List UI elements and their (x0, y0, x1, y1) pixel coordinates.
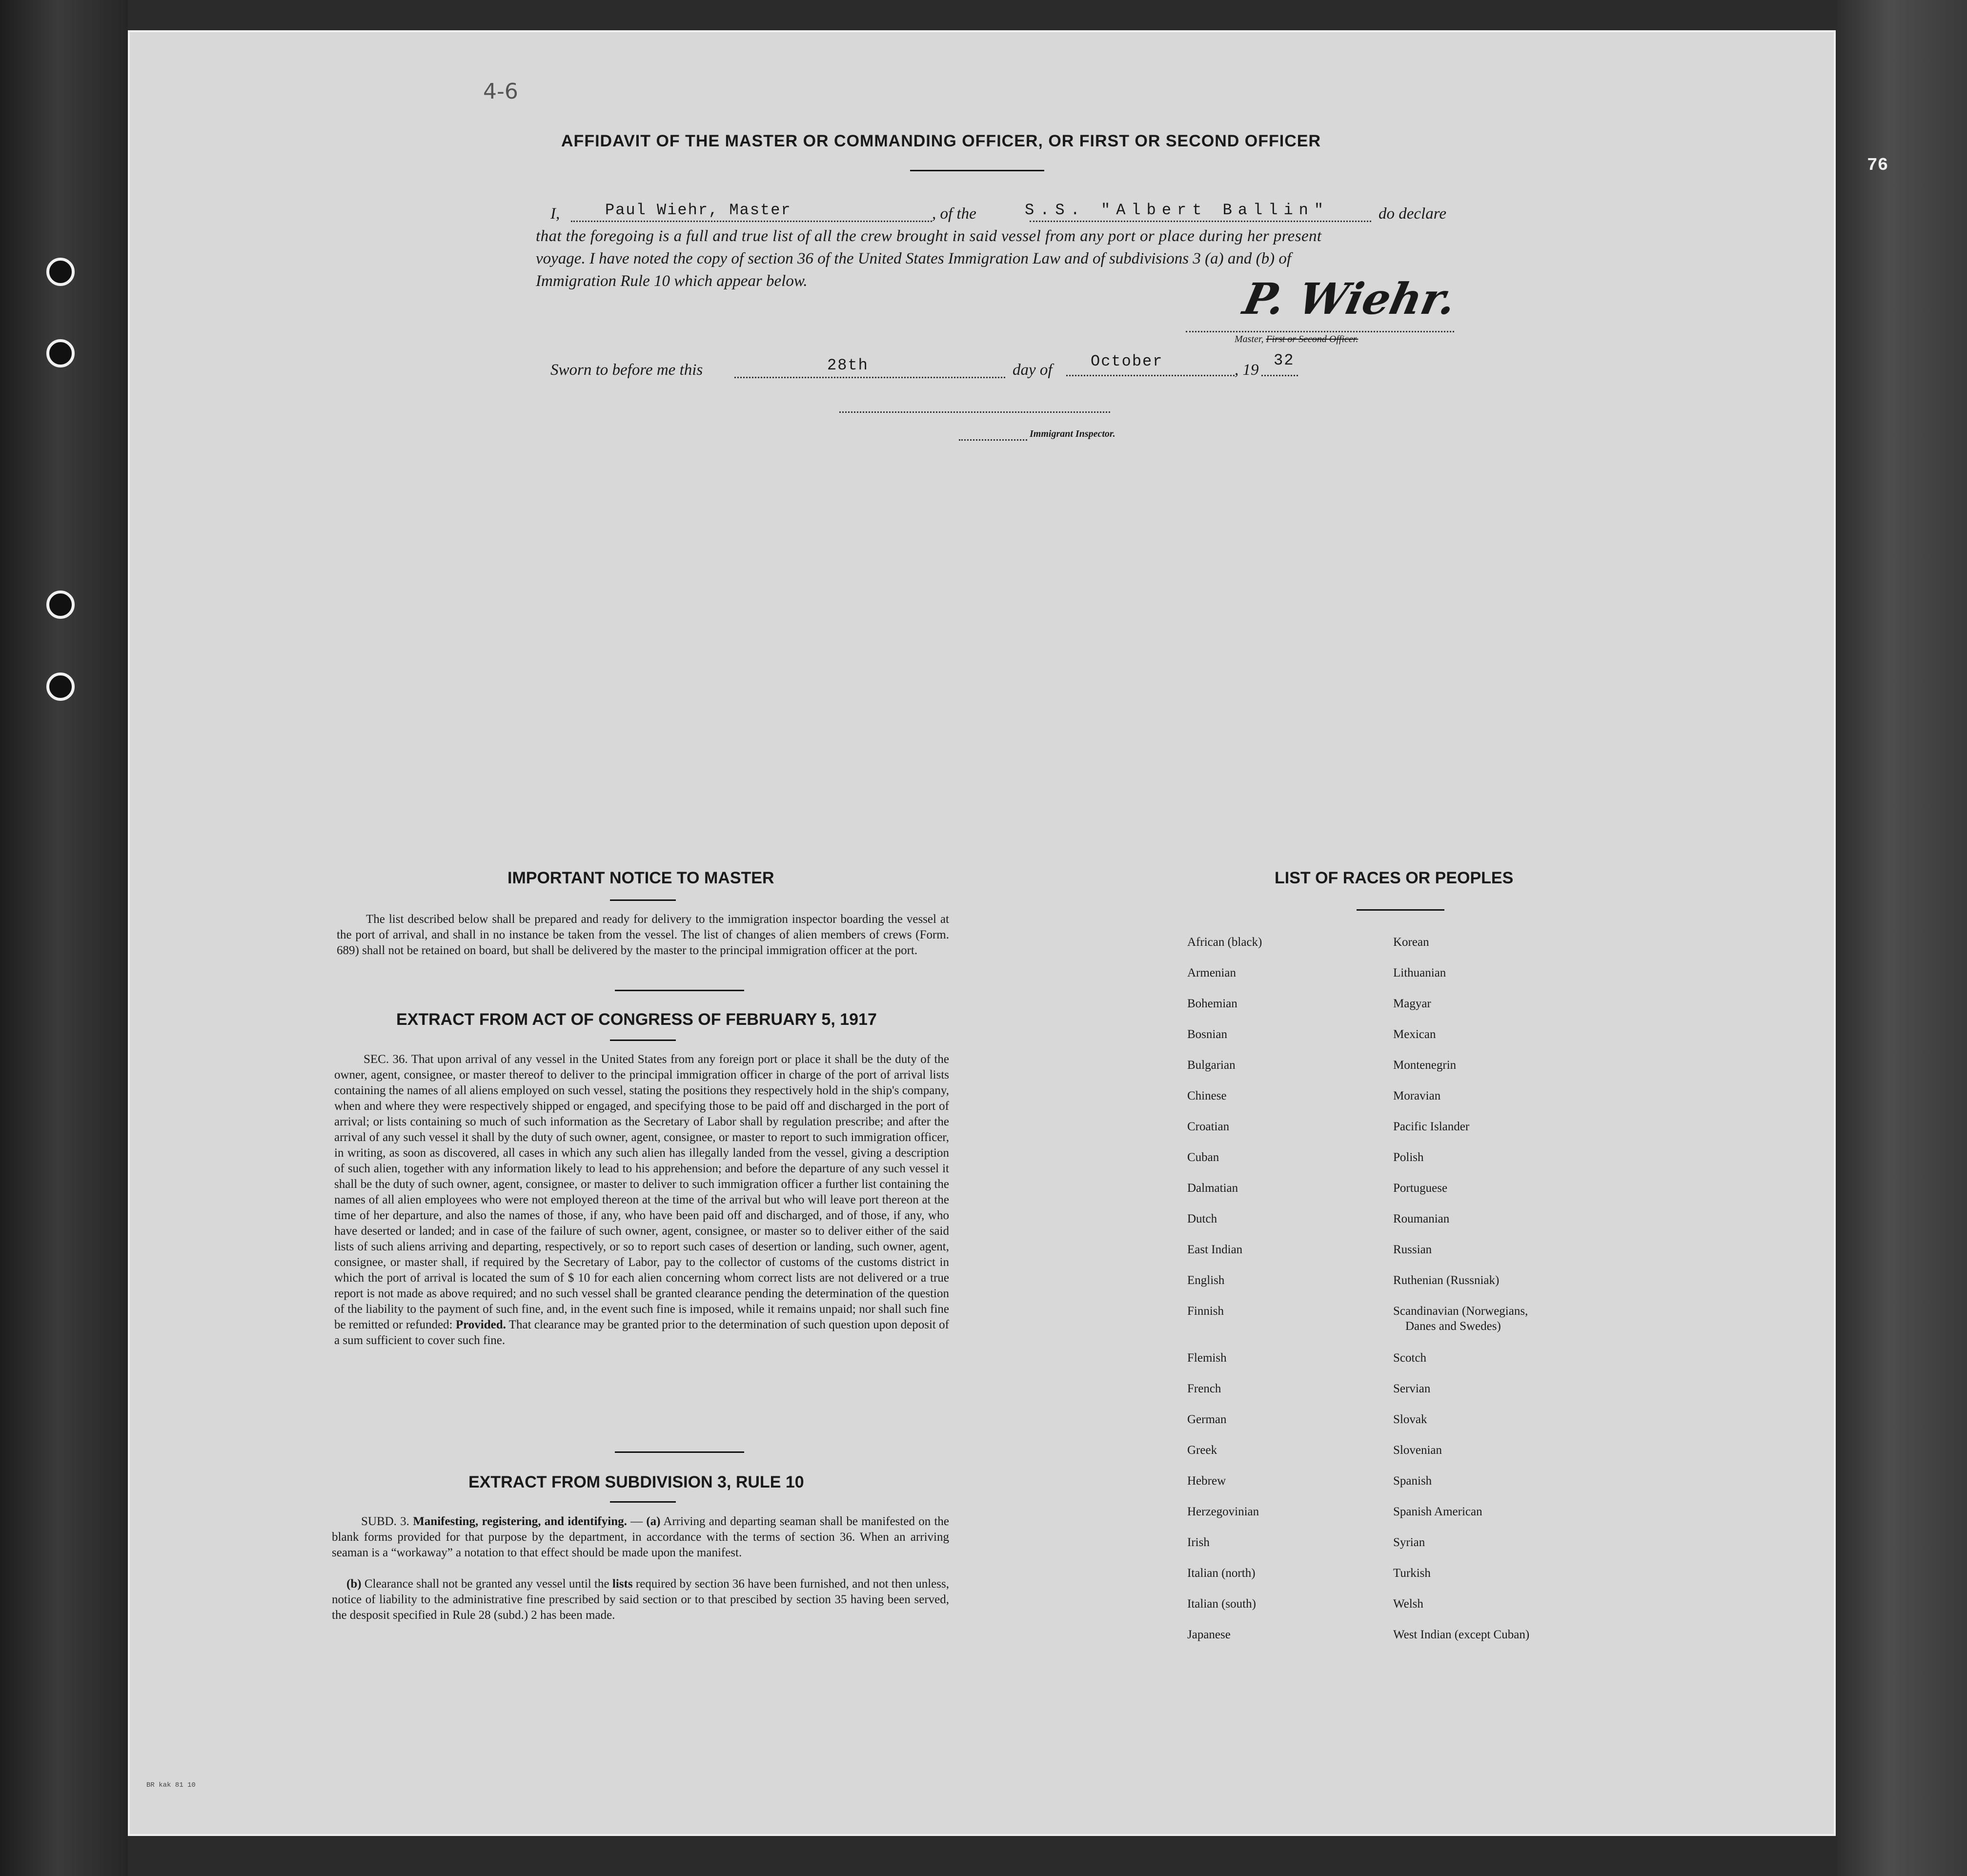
race-right-item: Korean (1393, 936, 1429, 949)
race-left-item: Croatian (1187, 1120, 1230, 1133)
race-right-item: Syrian (1393, 1536, 1425, 1549)
races-title: LIST OF RACES OR PEOPLES (1275, 869, 1514, 887)
rule-part-a: SUBD. 3. Manifesting, registering, and identifying. — (a) Arriving and departing seaman shall be manifested on the blank forms provided for that purpose by the department, in accordance with the terms of section 36. When an arriving seaman is a “workaway” a notation to that effect should be made upon the manifest. (332, 1515, 949, 1559)
affidavit-title: AFFIDAVIT OF THE MASTER OR COMMANDING OFFICER, OR FIRST OR SECOND OFFICER (561, 132, 1321, 150)
notice-divider (610, 899, 676, 901)
race-right-item: Spanish American (1393, 1505, 1482, 1518)
act-provided-bold: Provided. (455, 1318, 506, 1331)
race-right-item: Ruthenian (Russniak) (1393, 1274, 1500, 1287)
race-left-item: Armenian (1187, 966, 1236, 979)
inspector-line-short (959, 439, 1027, 441)
subd-heading: Manifesting, registering, and identifying. (413, 1515, 627, 1528)
act-body-text: SEC. 36. That upon arrival of any vessel in the United States from any foreign port or place it shall be the duty of the owner, agent, consignee, or master thereof to deliver to the principal immigration officer in charge of the port of arrival lists containing the names of all aliens employed on such vessel, stating the positions they respectively hold in the ship's company, when and where they were respectively shipped or engaged, and specifying those to be paid off and discharged in the port of arrival; or lists containing so much of such information as the Secretary of Labor shall by regulation prescribe; and after the arrival of any such vessel it shall by the duty of such owner, agent, consignee, or master to report to such immigration officer, in writing, as soon as discovered, all cases in which any such alien has illegally landed from the vessel, giving a description of such alien, together with any information likely to lead to his apprehension; and before the departure of any such vessel it shall be the duty of such owner, agent, consignee, or master to deliver to such immigration officer a further list containing the names of all alien employees who were not employed thereon at the time of the arrival but who will leave port thereon at the time of her departure, and also the names of those, if any, who have been paid off and discharged, and of those, if any, who have deserted or landed; and in case of the failure of such owner, agent, consignee, or master so to deliver either of the said lists of such aliens arriving and departing, respectively, or so to report such cases of desertion or landing, such owner, agent, consignee, or master shall, if required by the Secretary of Labor, pay to the collector of customs of the customs district in which the port of arrival is located the sum of $ 10 for each alien concerning whom correct lists are not delivered or a true report is not made as above required; and no such vessel shall be granted clearance pending the determination of the question of the liability to the payment of such fine, and, in the event such fine is imposed, while it remains unpaid; nor shall such fine be remitted or refunded: (334, 1053, 949, 1331)
affidavit-i-label: I, (550, 205, 560, 223)
vessel-name-line (1030, 221, 1371, 222)
page-number: 76 (1867, 155, 1888, 175)
race-right-item: West Indian (except Cuban) (1393, 1628, 1530, 1641)
notice-end-divider (615, 990, 744, 991)
act-divider (610, 1040, 676, 1041)
inspector-line (839, 411, 1110, 413)
signer-title (1235, 334, 1358, 345)
race-right-item: Moravian (1393, 1089, 1441, 1102)
race-left-item: East Indian (1187, 1243, 1243, 1256)
binder-hole-icon (46, 258, 75, 286)
master-signature: P. Wiehr. (1238, 273, 1461, 324)
part-a-label: (a) (646, 1515, 661, 1528)
race-right-item: Pacific Islander (1393, 1120, 1470, 1133)
race-left-item: Hebrew (1187, 1474, 1226, 1488)
affidavit-line-4: Immigration Rule 10 which appear below. (536, 272, 808, 290)
race-left-item: Irish (1187, 1536, 1210, 1549)
year-line (1261, 375, 1298, 376)
day-of-label: day of (1013, 361, 1053, 379)
race-left-item: Italian (north) (1187, 1567, 1256, 1580)
sworn-month-value: October (1091, 352, 1163, 370)
race-right-item: Turkish (1393, 1567, 1431, 1580)
race-left-item: Italian (south) (1187, 1597, 1256, 1611)
race-left-item: English (1187, 1274, 1225, 1287)
race-left-item: African (black) (1187, 936, 1262, 949)
race-right-item: Slovak (1393, 1413, 1427, 1426)
binder-hole-icon (46, 591, 75, 619)
race-right-item: Welsh (1393, 1597, 1423, 1611)
form-stamp: BR kak 81 10 (146, 1781, 196, 1789)
act-body-text-end: That clearance may be granted prior to the determination of such question upon deposit of a sum sufficient to cover such fine. (334, 1318, 950, 1347)
race-right-item: Scotch (1393, 1351, 1427, 1365)
race-left-item: Bulgarian (1187, 1059, 1236, 1072)
title-divider (910, 170, 1044, 171)
do-declare-label: do declare (1379, 205, 1446, 223)
act-extract-body (334, 1052, 949, 1348)
inspector-label: Immigrant Inspector. (1030, 428, 1115, 439)
sworn-month-line (1066, 375, 1235, 376)
race-left-item: Dutch (1187, 1212, 1217, 1225)
act-end-divider (615, 1451, 744, 1453)
part-a-text: Arriving and departing seaman shall be manifested on the blank forms provided for that purpose by the department, in accordance with the terms of section 36. When an arriving seaman is a “workaway” a notation to that effect should be made upon the manifest. (332, 1515, 949, 1559)
race-right-item: Spanish (1393, 1474, 1432, 1488)
part-b-text-end: required by section 36 have been furnished, and not then unless, notice of liability to the administrative fine prescribed by said section or to that prescibed by section 35 having been served, the desposit specified in Rule 28 (subd.) 2 has been made. (332, 1577, 949, 1622)
signer-title-master: Master, (1235, 334, 1264, 345)
binder-hole-icon (46, 673, 75, 701)
race-left-item: Cuban (1187, 1151, 1219, 1164)
race-right-item: Russian (1393, 1243, 1432, 1256)
master-name-value: Paul Wiehr, Master (605, 201, 791, 219)
race-right-item: Slovenian (1393, 1444, 1442, 1457)
signature-line (1186, 331, 1454, 332)
vessel-name-value: S.S. "Albert Ballin" (1025, 201, 1330, 219)
race-right-item: Montenegrin (1393, 1059, 1457, 1072)
race-right-item: Lithuanian (1393, 966, 1446, 979)
part-b-bold: lists (612, 1577, 633, 1591)
year-value: 32 (1274, 351, 1295, 369)
binder-hole-icon (46, 339, 75, 367)
race-left-item: Greek (1187, 1444, 1217, 1457)
race-left-item: Japanese (1187, 1628, 1231, 1641)
signer-title-struck: First or Second Officer. (1266, 334, 1359, 345)
race-left-item: French (1187, 1382, 1221, 1395)
affidavit-line-3: voyage. I have noted the copy of section 36 of the United States Immigration Law and of subdivisions 3 (a) and (b) of (536, 250, 1292, 267)
notice-body: The list described below shall be prepared and ready for delivery to the immigration inspector boarding the vessel at the port of arrival, and shall in no instance be taken from the vessel. The list of changes of alien members of crews (Form. 689) shall not be retained on board, but shall be delivered by the master to the principal immigration officer at the port. (337, 913, 949, 957)
race-right-item: Roumanian (1393, 1212, 1450, 1225)
sworn-day-value: 28th (827, 356, 869, 374)
act-extract-title: EXTRACT FROM ACT OF CONGRESS OF FEBRUARY 5, 1917 (396, 1010, 877, 1029)
subd-label: SUBD. 3. (361, 1515, 409, 1528)
race-left-item: Bosnian (1187, 1028, 1227, 1041)
sworn-label: Sworn to before me this (550, 361, 703, 379)
rule-divider (610, 1501, 676, 1503)
year-prefix: , 19 (1235, 361, 1259, 379)
master-name-line (571, 221, 932, 222)
race-right-item: Mexican (1393, 1028, 1436, 1041)
race-left-item: Chinese (1187, 1089, 1227, 1102)
affidavit-line-2: that the foregoing is a full and true list of all the crew brought in said vessel from any port or place during her present (536, 227, 1322, 245)
of-the-label: , of the (932, 205, 976, 223)
rule-part-b (332, 1576, 949, 1623)
races-divider (1357, 909, 1444, 911)
race-left-item: Dalmatian (1187, 1182, 1238, 1195)
pencil-mark: 4-6 (483, 79, 518, 104)
notice-title: IMPORTANT NOTICE TO MASTER (507, 869, 774, 887)
race-left-item: Herzegovinian (1187, 1505, 1259, 1518)
part-b-label: (b) (346, 1577, 362, 1591)
race-left-item: Finnish (1187, 1305, 1224, 1318)
sworn-day-line (734, 377, 1005, 378)
right-binding-edge (1837, 0, 1967, 1876)
race-left-item: German (1187, 1413, 1227, 1426)
race-right-item: Portuguese (1393, 1182, 1448, 1195)
race-left-item: Bohemian (1187, 997, 1237, 1010)
part-b-text: Clearance shall not be granted any vessel until the (364, 1577, 609, 1591)
race-left-item: Flemish (1187, 1351, 1227, 1365)
race-right-item: Scandinavian (Norwegians, (1393, 1305, 1528, 1318)
race-right-item: Polish (1393, 1151, 1424, 1164)
rule-extract-title: EXTRACT FROM SUBDIVISION 3, RULE 10 (468, 1473, 804, 1491)
race-right-item: Servian (1393, 1382, 1431, 1395)
race-right-item: Danes and Swedes) (1405, 1320, 1501, 1333)
race-right-item: Magyar (1393, 997, 1431, 1010)
